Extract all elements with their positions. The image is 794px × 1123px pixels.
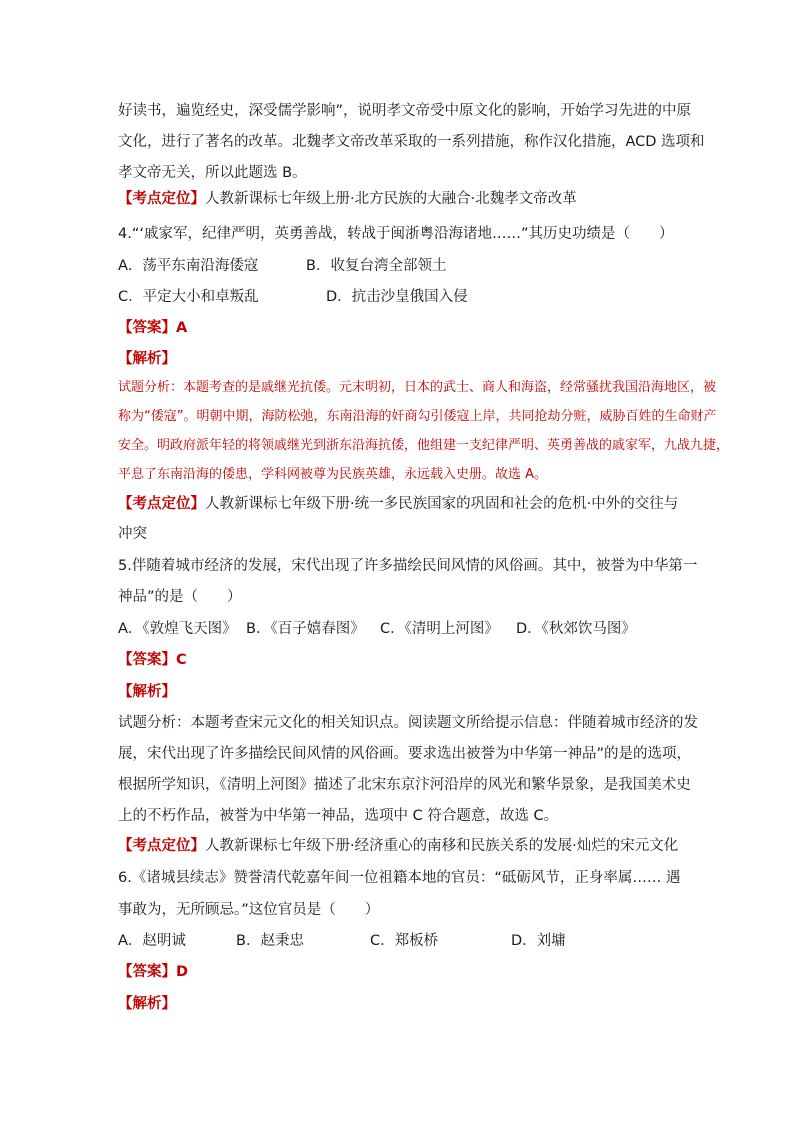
q3-explanation-line-2: 文化，进行了著名的改革。北魏孝文帝改革采取的一系列措施，称作汉化措施，ACD 选项和 [118, 134, 705, 150]
q4-analysis-line-3: 安全。明政府派年轻的将领戚继光到浙东沿海抗倭，他组建一支纪律严明、英勇善战的戚家军，九战九捷， [118, 438, 730, 453]
answer-value: A [176, 320, 188, 336]
q6-option-d: D．刘墉 [511, 933, 566, 949]
q4-option-a: A．荡平东南沿海倭寇 [118, 258, 259, 274]
q4-analysis-line-4: 平息了东南沿海的倭患，学科网被尊为民族英雄，永远载入史册。故选 A。 [118, 467, 548, 482]
q4-analysis-label: 【解析】 [118, 351, 176, 367]
kaodian-tag: 【考点定位】 [118, 838, 205, 854]
q5-analysis-line-3: 根据所学知识，《清明上河图》描述了北宋东京汴河沿岸的风光和繁华景象，是我国美术史 [118, 777, 691, 793]
answer-value: D [176, 964, 189, 980]
answer-label: 【答案】 [118, 652, 176, 668]
q5-stem-line-2: 神品”的是（ ） [118, 589, 242, 605]
q4-option-c: C．平定大小和卓叛乱 [118, 289, 259, 305]
q5-stem-line-1: 5.伴随着城市经济的发展，宋代出现了许多描绘民间风情的风俗画。其中，被誉为中华第一 [118, 558, 698, 574]
q4-option-d: D．抗击沙皇俄国入侵 [326, 289, 468, 305]
q6-option-c: C．郑板桥 [370, 933, 439, 949]
q4-stem: 4.“‘戚家军，纪律严明，英勇善战，转战于闽浙粤沿海诸地……”其历史功绩是（ ） [118, 226, 674, 242]
kaodian-tag: 【考点定位】 [118, 496, 205, 512]
q4-kaodian-continued: 冲突 [118, 526, 147, 542]
answer-value: C [176, 652, 187, 668]
q5-option-c: C．《清明上河图》 [380, 621, 499, 637]
q4-answer [118, 318, 698, 338]
q3-kaodian [118, 189, 698, 209]
q5-analysis-line-2: 展，宋代出现了许多描绘民间风情的风俗画。要求选出被誉为中华第一神品”的是的选项， [118, 746, 692, 762]
q5-answer [118, 650, 698, 670]
q5-option-a: A．《敦煌飞天图》 [118, 621, 237, 637]
q5-option-b: B．《百子嬉春图》 [246, 621, 365, 637]
q5-kaodian [118, 836, 698, 856]
q6-stem-line-2: 事敢为，无所顾忌。”这位官员是（ ） [118, 902, 380, 918]
q5-analysis-line-1: 试题分析：本题考查宋元文化的相关知识点。阅读题文所给提示信息：伴随着城市经济的发 [118, 715, 698, 731]
q3-explanation-line-3: 孝文帝无关，所以此题选 B。 [118, 165, 307, 181]
q3-explanation-line-1: 好读书，遍览经史，深受儒学影响”，说明孝文帝受中原文化的影响，开始学习先进的中原 [118, 103, 692, 119]
kaodian-tag: 【考点定位】 [118, 191, 205, 207]
q6-answer [118, 962, 698, 982]
kaodian-text: 人教新课标七年级下册·经济重心的南移和民族关系的发展·灿烂的宋元文化 [205, 838, 679, 854]
q5-analysis-line-4: 上的不朽作品，被誉为中华第一神品，选项中 C 符合题意，故选 C。 [118, 808, 559, 824]
q5-analysis-label: 【解析】 [118, 684, 176, 700]
q6-option-a: A．赵明诚 [118, 933, 186, 949]
q4-kaodian [118, 494, 698, 514]
q4-option-b: B．收复台湾全部领土 [306, 258, 447, 274]
q6-option-b: B．赵秉忠 [236, 933, 304, 949]
answer-label: 【答案】 [118, 964, 176, 980]
q6-stem-line-1: 6.《诸城县续志》赞誉清代乾嘉年间一位祖籍本地的官员：“砥砺风节，正身率属…… 遇 [118, 870, 681, 886]
kaodian-text: 人教新课标七年级上册·北方民族的大融合·北魏孝文帝改革 [205, 191, 577, 207]
answer-label: 【答案】 [118, 320, 176, 336]
q6-analysis-label: 【解析】 [118, 996, 176, 1012]
q5-option-d: D．《秋郊饮马图》 [516, 621, 636, 637]
kaodian-text: 人教新课标七年级下册·统一多民族国家的巩固和社会的危机·中外的交往与 [205, 496, 679, 512]
q4-analysis-line-2: 称为“倭寇”。明朝中期，海防松弛，东南沿海的奸商勾引倭寇上岸，共同抢劫分赃，威胁百姓的生命财产 [118, 409, 717, 424]
q4-analysis-line-1: 试题分析：本题考查的是戚继光抗倭。元末明初，日本的武士、商人和海盗，经常骚扰我国沿海地区，被 [118, 380, 717, 395]
